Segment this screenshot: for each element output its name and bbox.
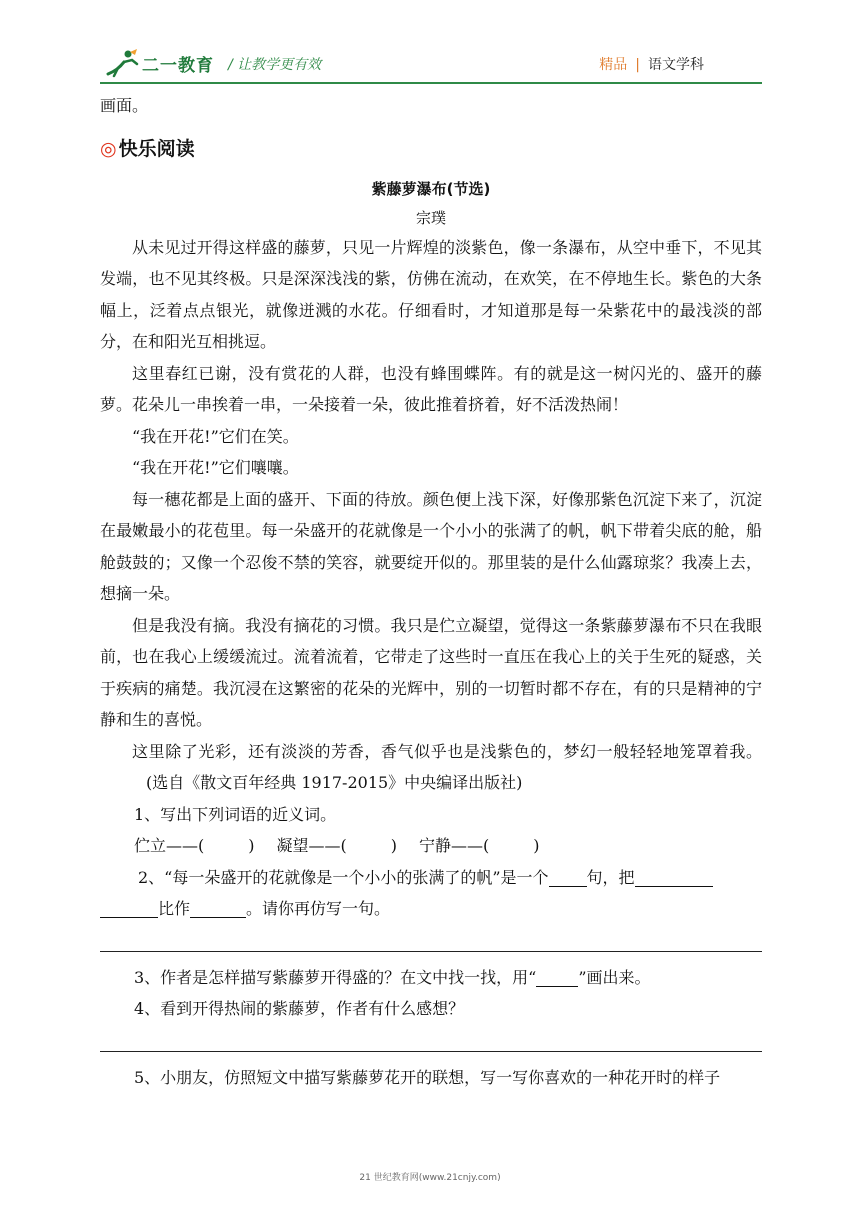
page-header xyxy=(100,46,762,82)
question-4: 4、看到开得热闹的紫藤萝，作者有什么感想？ xyxy=(134,999,465,1018)
paragraph: 每一穗花都是上面的盛开、下面的待放。颜色便上浅下深，好像那紫色沉淀下来了，沉淀在最嫩最小的花苞里。每一朵盛开的花就像是一个小小的张满了的帆，帆下带着尖底的舱，船舱鼓鼓的；又像一个忍俊不禁的笑容，就要绽开似的。那里装的是什么仙露琼浆？我凑上去，想摘一朵。 xyxy=(100,489,762,603)
answer-blank[interactable] xyxy=(536,968,578,987)
answer-blank[interactable] xyxy=(100,899,158,918)
document-body xyxy=(100,90,762,1093)
paragraph: “我在开花!”它们嚷嚷。 xyxy=(132,458,299,477)
article-author: 宗璞 xyxy=(415,208,446,227)
question-1-items: 伫立——( ) 凝望——( ) 宁静——( ) xyxy=(134,836,540,855)
paragraph-last: 这里除了光彩，还有淡淡的芳香，香气似乎也是浅紫色的，梦幻一般轻轻地笼罩着我。(选自《散文百年经典 1917-2015》中央编译出版社) xyxy=(132,741,762,792)
paragraph: “我在开花!”它们在笑。 xyxy=(132,426,299,446)
question-5: 5、小朋友，仿照短文中描写紫藤萝花开的联想，写一写你喜欢的一种花开时的样子 xyxy=(134,1067,721,1087)
answer-blank[interactable] xyxy=(635,868,713,887)
runner-logo-icon xyxy=(104,48,140,78)
paragraph: 这里春红已谢，没有赏花的人群，也没有蜂围蝶阵。有的就是这一树闪光的、盛开的藤萝。花朵儿一串挨着一串，一朵接着一朵，彼此推着挤着，好不活泼热闹！ xyxy=(100,363,762,414)
question-3: 3、作者是怎样描写紫藤萝开得盛的？在文中找一找，用“ ”画出来。 xyxy=(134,967,651,987)
tag-premium: 精品 xyxy=(599,57,628,73)
paragraph: 从未见过开得这样盛的藤萝，只见一片辉煌的淡紫色，像一条瀑布，从空中垂下，不见其发端，也不见其终极。只是深深浅浅的紫，仿佛在流动，在欢笑，在不停地生长。紫色的大条幅上，泛着点点银光，就像迸溅的水花。仔细看时，才知道那是每一朵紫花中的最浅淡的部分，在和阳光互相挑逗。 xyxy=(100,237,762,351)
tag-subject: 语文学科 xyxy=(648,57,704,73)
article-title: 紫藤萝瀑布(节选) xyxy=(371,179,491,198)
page-footer: 21 世纪教育网(www.21cnjy.com) xyxy=(359,1173,501,1183)
header-tags xyxy=(599,54,704,74)
paragraph: 但是我没有摘。我没有摘花的习惯。我只是伫立凝望，觉得这一条紫藤萝瀑布不只在我眼前，也在我心上缓缓流过。流着流着，它带走了这些时一直压在我心上的关于生死的疑惑，关于疾病的痛楚。我沉浸在这繁密的花朵的光辉中，别的一切暂时都不存在，有的只是精神的宁静和生的喜悦。 xyxy=(100,615,762,729)
section-title: 快乐阅读 xyxy=(118,137,195,160)
bullet-icon: ◎ xyxy=(100,137,117,160)
question-1: 1、写出下列词语的近义词。 xyxy=(134,804,337,824)
section-heading xyxy=(100,134,762,164)
previous-text-tail: 画面。 xyxy=(100,96,149,115)
header-divider xyxy=(100,82,762,84)
tag-separator: | xyxy=(635,57,640,73)
slogan: / 让教学更有效 xyxy=(228,57,322,73)
logo-text: 二一教育 xyxy=(142,56,214,76)
answer-blank[interactable] xyxy=(190,899,246,918)
article-source: (选自《散文百年经典 1917-2015》中央编译出版社) xyxy=(146,773,523,792)
question-2-cont: 比作 。请你再仿写一句。 xyxy=(100,893,762,925)
question-2: 2、“每一朵盛开的花就像是一个小小的张满了的帆”是一个 句，把 xyxy=(100,862,762,894)
answer-blank[interactable] xyxy=(549,868,587,887)
